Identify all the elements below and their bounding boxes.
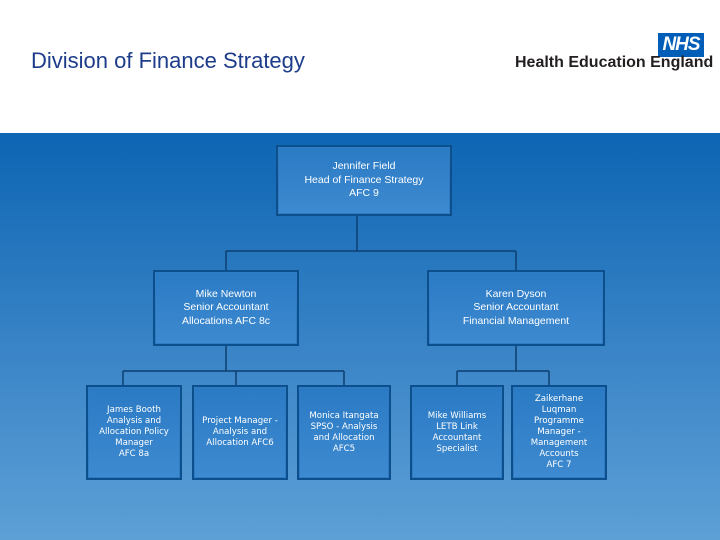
staff-line: Programme	[534, 416, 584, 426]
nhs-logo: NHS	[658, 33, 704, 57]
org-box-analysis-allocation-policy-manager	[86, 385, 182, 480]
org-box-letb-link-accountant	[410, 385, 504, 480]
staff-line: AFC5	[332, 443, 356, 454]
org-box-spso-analysis-allocation	[297, 385, 391, 480]
staff-line: Mike Williams	[427, 410, 487, 421]
staff-line: Management	[530, 438, 588, 448]
staff-line: Allocation Policy	[99, 427, 169, 437]
staff-line: Specialist	[436, 443, 478, 454]
left-manager-name: Mike Newton	[195, 287, 257, 300]
staff-line: Analysis and	[106, 416, 162, 426]
staff-line: Zaikerhane	[534, 394, 584, 404]
staff-line: Accountant	[432, 432, 482, 443]
head-grade: AFC 9	[349, 187, 379, 200]
staff-line: AFC 8a	[118, 449, 150, 459]
org-box-senior-accountant-allocations	[153, 270, 299, 346]
left-manager-role: Senior Accountant	[183, 301, 269, 314]
staff-line: Luqman	[541, 405, 577, 415]
org-box-project-manager	[192, 385, 288, 480]
left-manager-unit: Allocations AFC 8c	[181, 314, 271, 327]
staff-line: AFC 7	[546, 460, 572, 470]
staff-line: SPSO - Analysis	[310, 421, 378, 432]
staff-line: Accounts	[539, 449, 579, 459]
head-name: Jennifer Field	[332, 160, 396, 173]
right-manager-name: Karen Dyson	[485, 287, 547, 300]
staff-line: Monica Itangata	[309, 410, 379, 421]
page-title: Division of Finance Strategy	[31, 48, 305, 73]
head-role: Head of Finance Strategy	[304, 173, 424, 186]
organisation-name: Health Education England	[515, 54, 714, 71]
staff-line: James Booth	[107, 405, 161, 415]
org-chart	[0, 133, 720, 540]
staff-line: LETB Link	[436, 421, 478, 432]
staff-line: Project Manager -	[202, 416, 278, 426]
staff-line: Analysis and	[212, 427, 268, 437]
staff-line: and Allocation	[313, 432, 375, 443]
org-box-programme-manager-management-accounts	[511, 385, 607, 480]
staff-line: Allocation AFC6	[206, 438, 274, 448]
staff-line: Manager -	[537, 427, 581, 437]
org-box-head-of-finance-strategy	[276, 145, 452, 216]
right-manager-unit: Financial Management	[462, 314, 570, 327]
right-manager-role: Senior Accountant	[473, 301, 559, 314]
org-box-senior-accountant-financial-management	[427, 270, 605, 346]
staff-line: Manager	[115, 438, 153, 448]
